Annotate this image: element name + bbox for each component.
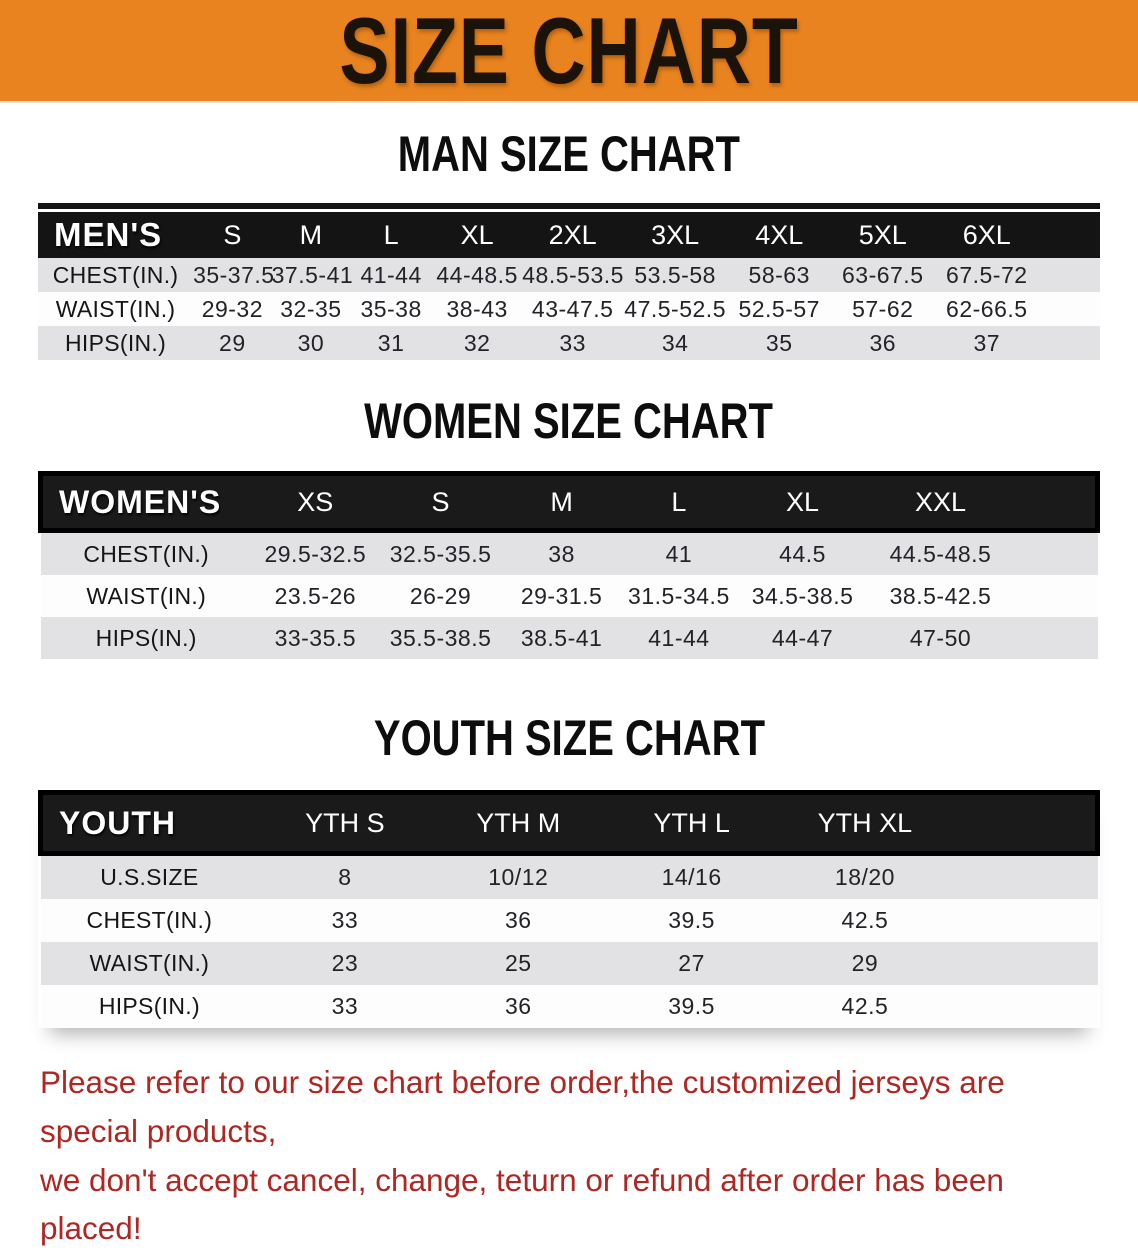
women-header-label: WOMEN'S: [41, 474, 252, 531]
table-row-youth-waist: [41, 942, 1098, 985]
size-value: 29: [219, 329, 246, 356]
women-col-xs: XS: [252, 474, 379, 531]
size-value: 31.5-34.5: [628, 582, 730, 609]
row-label: CHEST(IN.): [86, 907, 213, 933]
size-value: 29.5-32.5: [264, 540, 367, 567]
size-value: 36: [869, 329, 897, 356]
size-value: 38-43: [446, 295, 508, 322]
row-label: WAIST(IN.): [89, 950, 210, 976]
size-value: 57-62: [852, 295, 914, 322]
row-label: HIPS(IN.): [64, 329, 167, 356]
women-heading: [0, 393, 1138, 449]
row-label: HIPS(IN.): [98, 993, 200, 1019]
size-value: 32: [463, 329, 491, 356]
size-value: 36: [504, 993, 532, 1019]
spacer-cell: [1039, 326, 1100, 360]
youth-section: [0, 710, 1138, 1028]
table-row-men-chest: [38, 258, 1100, 292]
size-value: 42.5: [841, 993, 889, 1019]
size-value: 27: [678, 950, 705, 976]
women-col-l: L: [621, 474, 737, 531]
size-value: 44-48.5: [436, 261, 518, 288]
size-value: 29: [851, 950, 879, 976]
size-value: 38: [548, 540, 575, 567]
spacer-cell: [1039, 212, 1100, 258]
men-col-xl: XL: [432, 212, 522, 258]
size-value: 41: [665, 540, 693, 567]
women-col-s: S: [379, 474, 503, 531]
size-value: 32.5-35.5: [389, 540, 492, 567]
row-label: WAIST(IN.): [55, 295, 176, 322]
youth-col-s: YTH S: [258, 793, 431, 854]
youth-header-label: YOUTH: [41, 793, 259, 854]
size-value: 37: [973, 329, 1001, 356]
size-value: 41-44: [648, 624, 710, 651]
size-value: 43-47.5: [531, 295, 614, 322]
spacer-cell: [952, 854, 1098, 900]
size-value: 35-37.5: [193, 261, 275, 288]
table-row-youth-hips: [41, 985, 1098, 1028]
men-col-4xl: 4XL: [727, 212, 831, 258]
men-col-2xl: 2XL: [522, 212, 623, 258]
men-col-6xl: 6XL: [934, 212, 1039, 258]
size-value: 25: [504, 950, 532, 976]
youth-table-frame: [38, 790, 1100, 1028]
men-size-table: [38, 212, 1100, 360]
size-value: 35-38: [360, 295, 422, 322]
size-value: 44.5: [779, 540, 826, 567]
youth-heading: [0, 710, 1138, 766]
size-value: 53.5-58: [634, 261, 716, 288]
table-row-men-hips: [38, 326, 1100, 360]
size-value: 47.5-52.5: [624, 295, 726, 322]
table-row-youth-ussize: [41, 854, 1098, 900]
size-value: 62-66.5: [946, 295, 1028, 322]
spacer-cell: [1013, 474, 1098, 531]
size-value: 38.5-42.5: [889, 582, 992, 609]
spacer-cell: [1013, 617, 1098, 659]
size-value: 42.5: [841, 907, 889, 933]
men-col-s: S: [193, 212, 272, 258]
men-col-l: L: [350, 212, 432, 258]
banner-title: SIZE CHART: [339, 0, 799, 103]
row-label: WAIST(IN.): [86, 582, 207, 609]
size-value: 39.5: [668, 907, 715, 933]
youth-col-xl: YTH XL: [778, 793, 951, 854]
men-header-label: MEN'S: [38, 212, 193, 258]
size-value: 10/12: [488, 864, 549, 890]
youth-heading-text: YOUTH SIZE CHART: [373, 710, 765, 766]
size-value: 63-67.5: [841, 261, 924, 288]
size-value: 52.5-57: [738, 295, 820, 322]
size-value: 41-44: [360, 261, 422, 288]
size-value: 67.5-72: [946, 261, 1028, 288]
spacer-cell: [952, 899, 1098, 942]
note-line-2: we don't accept cancel, change, teturn or refund after order has been placed!: [40, 1161, 1004, 1247]
men-heading: [0, 126, 1138, 182]
size-value: 31: [377, 329, 405, 356]
size-value: 35: [765, 329, 793, 356]
youth-header-row: [41, 793, 1098, 854]
table-row-men-waist: [38, 292, 1100, 326]
youth-size-table: [38, 790, 1100, 1028]
size-value: 33: [559, 329, 586, 356]
women-section: [0, 393, 1138, 659]
table-row-women-waist: [41, 575, 1098, 617]
size-value: 23: [331, 950, 359, 976]
footer-note: [0, 1058, 1138, 1253]
table-row-youth-chest: [41, 899, 1098, 942]
women-col-xxl: XXL: [868, 474, 1013, 531]
row-label: U.S.SIZE: [100, 864, 199, 890]
men-heading-text: MAN SIZE CHART: [397, 126, 741, 182]
men-table-frame: [38, 203, 1100, 360]
size-value: 14/16: [661, 864, 722, 890]
size-value: 29-32: [201, 295, 264, 322]
men-col-m: M: [272, 212, 351, 258]
men-col-5xl: 5XL: [831, 212, 934, 258]
size-value: 38.5-41: [520, 624, 603, 651]
youth-col-l: YTH L: [605, 793, 778, 854]
size-value: 58-63: [748, 261, 810, 288]
size-value: 34.5-38.5: [751, 582, 854, 609]
note-line-1: Please refer to our size chart before order,the customized jerseys are special products,: [40, 1064, 1005, 1149]
size-value: 47-50: [909, 624, 972, 651]
size-value: 33: [331, 907, 359, 933]
women-col-xl: XL: [737, 474, 868, 531]
spacer-cell: [952, 942, 1098, 985]
size-value: 44.5-48.5: [889, 540, 992, 567]
spacer-cell: [1039, 258, 1100, 292]
size-value: 30: [297, 329, 325, 356]
size-value: 39.5: [668, 993, 715, 1019]
spacer-cell: [1013, 575, 1098, 617]
spacer-cell: [1013, 531, 1098, 576]
spacer-cell: [1039, 292, 1100, 326]
size-value: 33: [331, 993, 359, 1019]
size-value: 44-47: [771, 624, 834, 651]
row-label: HIPS(IN.): [95, 624, 197, 651]
size-value: 8: [338, 864, 352, 890]
size-value: 36: [504, 907, 532, 933]
men-col-3xl: 3XL: [623, 212, 727, 258]
youth-col-m: YTH M: [432, 793, 605, 854]
row-label: CHEST(IN.): [83, 540, 210, 567]
table-row-women-hips: [41, 617, 1098, 659]
women-col-m: M: [502, 474, 620, 531]
row-label: CHEST(IN.): [52, 261, 179, 288]
women-table-frame: [38, 471, 1100, 659]
size-value: 32-35: [280, 295, 342, 322]
size-value: 23.5-26: [274, 582, 357, 609]
women-size-table: [38, 471, 1100, 659]
size-value: 48.5-53.5: [522, 261, 624, 288]
women-header-row: [41, 474, 1098, 531]
table-row-women-chest: [41, 531, 1098, 576]
size-value: 29-31.5: [520, 582, 603, 609]
size-value: 26-29: [409, 582, 472, 609]
men-header-row: [38, 212, 1100, 258]
size-value: 33-35.5: [274, 624, 357, 651]
spacer-cell: [952, 985, 1098, 1028]
banner: [0, 0, 1138, 103]
spacer-cell: [952, 793, 1098, 854]
size-value: 35.5-38.5: [389, 624, 492, 651]
size-value: 37.5-41: [271, 261, 354, 288]
size-value: 34: [661, 329, 689, 356]
men-section: [0, 126, 1138, 360]
women-heading-text: WOMEN SIZE CHART: [364, 393, 774, 449]
size-value: 18/20: [834, 864, 895, 890]
